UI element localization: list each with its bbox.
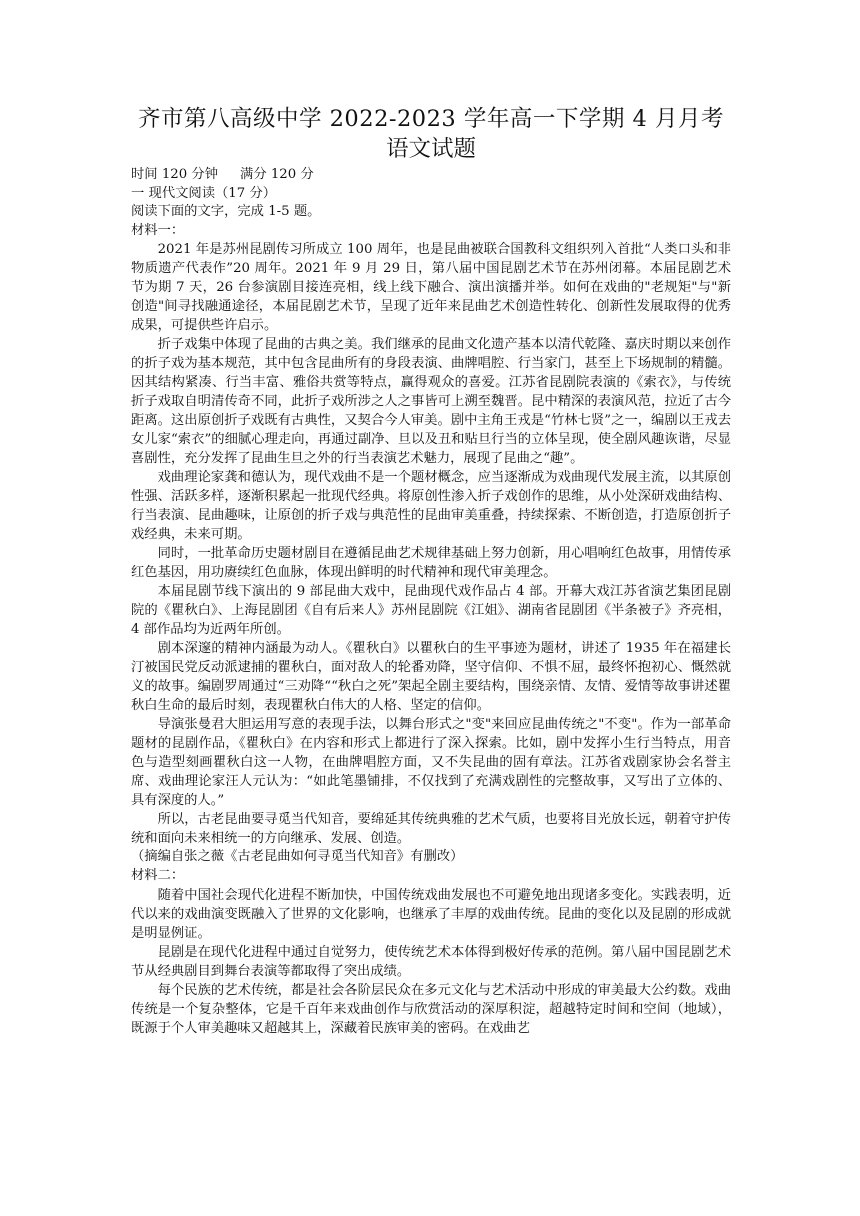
material-1-label: 材料一： (131, 222, 185, 238)
material-2-paragraph: 随着中国社会现代化进程不断加快，中国传统戏曲发展也不可避免地出现诸多变化。实践表明，近代以来的戏曲演变既融入了世界的文化影响，也继承了丰厚的戏曲传统。昆曲的变化以及昆剧的形成就是明显例证。 (131, 887, 731, 941)
exam-page (131, 104, 731, 1038)
material-1-paragraph: 导演张曼君大胆运用写意的表现手法，以舞台形式之"变"来回应昆曲传统之"不变"。作为一部革命题材的昆剧作品，《瞿秋白》在内容和形式上都进行了深入探索。比如，剧中发挥小生行当特点，用音色与造型刻画瞿秋白这一人物，在曲牌唱腔方面，又不失昆曲的固有章法。江苏省戏剧家协会名誉主席、戏曲理论家汪人元认为：“如此笔墨铺排，不仅找到了充满戏剧性的完整故事，又写出了立体的、具有深度的人。” (131, 717, 731, 809)
material-1-paragraph: 剧本深邃的精神内涵最为动人。《瞿秋白》以瞿秋白的生平事迹为题材，讲述了 1935 年在福建长汀被国民党反动派逮捕的瞿秋白，面对敌人的轮番劝降，坚守信仰、不惧不屈，最终怀抱初心、慨然就义的故事。编剧罗周通过“三劝降““秋白之死”架起全剧主要结构，围绕亲情、友情、爱情等故事讲述瞿秋白生命的最后时刻，表现瞿秋白伟大的人格、坚定的信仰。 (131, 641, 731, 714)
material-1-paragraph: 同时，一批革命历史题材剧目在遵循昆曲艺术规律基础上努力创新，用心唱响红色故事，用情传承红色基因，用功赓续红色血脉，体现出鲜明的时代精神和现代审美理念。 (131, 546, 731, 581)
exam-title: 齐市第八高级中学 2022-2023 学年高一下学期 4 月月考 (137, 106, 725, 132)
material-2-label: 材料二： (131, 867, 185, 883)
material-2-paragraph: 每个民族的艺术传统，都是社会各阶层民众在多元文化与艺术活动中形成的审美最大公约数。戏曲传统是一个复杂整体，它是千百年来戏曲创作与欣赏活动的深厚积淀，超越特定时间和空间（地域），既源于个人审美趣味又超越其上，深藏着民族审美的密码。在戏曲艺 (131, 982, 731, 1036)
material-1-paragraph: 2021 年是苏州昆剧传习所成立 100 周年，也是昆曲被联合国教科文组织列入首批“人类口头和非物质遗产代表作”20 周年。2021 年 9 月 29 日，第八届中国昆剧艺术节在苏州闭幕。本届昆剧艺术节为期 7 天，26 台参演剧目接连亮相，线上线下融合、演出演播并举。如何在戏曲的"老规矩"与"新创造"间寻找融通途径，本届昆剧艺术节，呈现了近年来昆曲艺术创造性转化、创新性发展取得的优秀成果，可提供些许启示。 (131, 242, 731, 334)
material-1-paragraph: 所以，古老昆曲要寻觅当代知音，要绵延其传统典雅的艺术气质，也要将目光放长远，朝着守护传统和面向未来相统一的方向继承、发展、创造。 (131, 812, 731, 847)
exam-subtitle: 语文试题 (385, 136, 476, 162)
full-score: 满分 120 分 (240, 167, 314, 182)
material-2-paragraph: 昆剧是在现代化进程中通过自觉努力，使传统艺术本体得到极好传承的范例。第八届中国昆剧艺术节从经典剧目到舞台表演等都取得了突出成绩。 (131, 944, 731, 979)
reading-instruction: 阅读下面的文字，完成 1-5 题。 (131, 204, 321, 220)
time-limit: 时间 120 分钟 (131, 167, 219, 182)
material-1-paragraph: 戏曲理论家龚和德认为，现代戏曲不是一个题材概念，应当逐渐成为戏曲现代发展主流，以其原创性强、活跃多样，逐渐积累起一批现代经典。将原创性渗入折子戏创作的思维，从小处深研戏曲结构、行当表演、昆曲趣味，让原创的折子戏与典范性的昆曲审美重叠，持续探索、不断创造，打造原创折子戏经典，未来可期。 (131, 470, 731, 543)
section-heading: 一 现代文阅读（17 分） (131, 185, 277, 201)
material-1-citation: （摘编自张之薇《古老昆曲如何寻觅当代知音》有删改） (131, 849, 464, 865)
material-1-paragraph: 本届昆剧节线下演出的 9 部昆曲大戏中，昆曲现代戏作品占 4 部。开幕大戏江苏省演艺集团昆剧院的《瞿秋白》、上海昆剧团《自有后来人》苏州昆剧院《江姐》、湖南省昆剧团《半条被子》齐亮相，4 部作品均为近两年所创。 (131, 584, 731, 638)
material-1-paragraph: 折子戏集中体现了昆曲的古典之美。我们继承的昆曲文化遗产基本以清代乾隆、嘉庆时期以来创作的折子戏为基本规范，其中包含昆曲所有的身段表演、曲牌唱腔、行当家门，甚至上下场规制的精髓。因其结构紧凑、行当丰富、雅俗共赏等特点，赢得观众的喜爱。江苏省昆剧院表演的《索衣》，与传统折子戏取自明清传奇不同，此折子戏所涉之人之事皆可上溯至魏晋。昆中精深的表演风范，拉近了古今距离。这出原创折子戏既有古典性，又契合今人审美。剧中主角王戎是“竹林七贤”之一，编剧以王戎去女儿家“索衣”的细腻心理走向，再通过副净、旦以及丑和贴旦行当的立体呈现，使全剧风趣诙谐，尽显喜剧性，充分发挥了昆曲生旦之外的行当表演艺术魅力，展现了昆曲之“趣”。 (131, 337, 731, 467)
exam-meta (131, 166, 731, 185)
